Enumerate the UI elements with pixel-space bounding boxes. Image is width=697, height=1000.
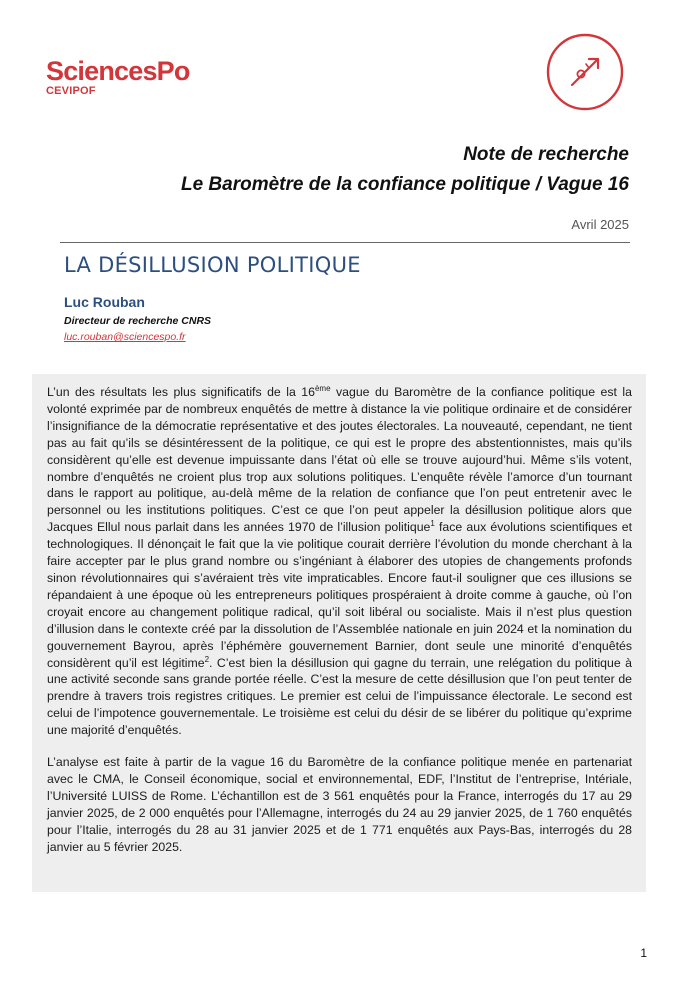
- abstract-p1-text-a: L’un des résultats les plus significatifs de la 16: [47, 385, 315, 399]
- abstract-box: [32, 374, 646, 892]
- author-name: Luc Rouban: [64, 294, 145, 310]
- note-type: Note de recherche: [463, 144, 629, 165]
- publication-date: Avril 2025: [571, 217, 629, 232]
- note-header: [181, 140, 629, 200]
- abstract-p1-text-d: . C’est bien la désillusion qui gagne du terrain, une relégation du politique à une activité seconde sans grande portée réelle. C’est la mesure de cette désillusion que l’on peut tenter de prendre à travers trois registres critiques. Le premier est celui de l’impuissance électorale. Le second est celui de l’impotence gouvernementale. Le troisième est celui du désir de se libérer du politique qu’exprime une majorité d’enquêtés.: [47, 655, 632, 738]
- abstract-p1-text-c: face aux évolutions scientifiques et technologiques. Il dénonçait le fait que la vie politique courait derrière l’évolution du monde cherchant à la faire accepter par le plus grand nombre ou s’ingéniant à élaborer des utopies de changements profonds sinon révolutionnaires qui s’avéraient très vite impraticables. Encore faut-il souligner que ces illusions se répandaient à une époque où les entrepreneurs politiques prospéraient à droite comme à gauche, où l’on croyait encore au changement politique radical, qu’il soit libéral ou socialiste. Mais il n’est plus question d’illusion dans le contexte créé par la dissolution de l’Assemblée nationale en juin 2024 et la nomination du gouvernement Bayrou, après l’éphémère gouvernement Barnier, dont seule une minorité d’enquêtés considèrent qu’il est légitime: [47, 520, 632, 670]
- footnote-ref-2[interactable]: 2: [204, 654, 210, 664]
- author-email-link[interactable]: luc.rouban@sciencespo.fr: [64, 331, 186, 343]
- logo-brand: SciencesPo: [46, 56, 190, 86]
- page-number: 1: [640, 946, 647, 960]
- header-divider: [60, 242, 630, 243]
- abstract-paragraph-1: [47, 384, 632, 739]
- page-title: LA DÉSILLUSION POLITIQUE: [64, 253, 361, 277]
- cevipof-emblem-icon: [545, 32, 625, 112]
- sciencespo-logo: [46, 57, 190, 97]
- footnote-ref-1[interactable]: 1: [430, 519, 435, 529]
- logo-sub-brand: CEVIPOF: [46, 85, 96, 97]
- abstract-paragraph-2: L’analyse est faite à partir de la vague 16 du Baromètre de la confiance politique menée en partenariat avec le CMA, le Conseil économique, social et environnemental, EDF, l’Institut de l’entreprise, Intériale, l’Université LUISS de Rome. L’échantillon est de 3 561 enquêtés pour la France, interrogés du 17 au 29 janvier 2025, de 2 000 enquêtés pour l’Allemagne, interrogés du 24 au 29 janvier 2025, de 1 760 enquêtés pour l’Italie, interrogés du 28 au 31 janvier 2025 et de 1 771 enquêtés aux Pays-Bas, interrogés du 28 janvier au 5 février 2025.: [47, 755, 632, 854]
- superscript-eme: ème: [314, 383, 331, 393]
- author-role: Directeur de recherche CNRS: [64, 315, 212, 327]
- abstract-p1-text-b: vague du Baromètre de la confiance politique est la volonté exprimée par de nombreux enquêtés de mettre à distance la vie politique ordinaire et de considérer l’insignifiance de la démocratie représentative et des joutes électorales. La nouveauté, cependant, ne tient pas au fait qu’ils se désintéressent de la politique, ce qui est le propre des abstentionnistes, mais qu’ils considèrent qu’elle est devenue impuissante dans l’état où elle se trouve aujourd’hui. Même s’ils votent, nombre d’enquêtés ne croient plus trop aux solutions politiques. L’enquête révèle l’amorce d’un tournant dans le rapport au politique, au-delà même de la relation de confiance que l’on peut entretenir avec le personnel ou les institutions politiques. C’est ce que l’on peut appeler la désillusion politique alors que Jacques Ellul nous parlait dans les années 1970 de l’illusion politique: [47, 385, 633, 535]
- series-title: Le Baromètre de la confiance politique / Vague 16: [180, 174, 629, 195]
